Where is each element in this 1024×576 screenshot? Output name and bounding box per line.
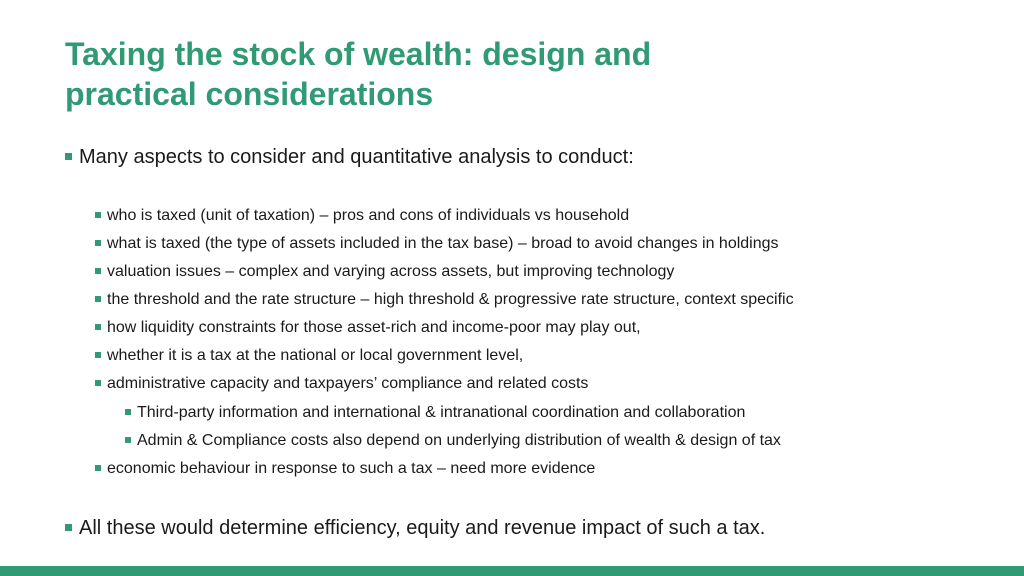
slide-title-line-1: Taxing the stock of wealth: design and [65,36,652,72]
conclusion-text: All these would determine efficiency, equity and revenue impact of such a tax. [79,517,766,539]
list-item-text: economic behaviour in response to such a tax – need more evidence [107,460,596,477]
list-item-text: the threshold and the rate structure – high threshold & progressive rate structure, context specific [107,291,794,308]
footer-accent-bar [0,566,1024,576]
list-item-text: who is taxed (unit of taxation) – pros and cons of individuals vs household [107,207,630,224]
intro-text: Many aspects to consider and quantitative analysis to conduct: [79,146,634,168]
square-bullet-icon [95,465,101,471]
slide-title-line-2: practical considerations [65,76,434,112]
square-bullet-icon [95,296,101,302]
list-item-valuation [95,263,674,281]
square-bullet-icon [95,212,101,218]
square-bullet-icon [95,240,101,246]
list-item-unit-of-taxation [95,207,629,225]
square-bullet-icon [95,324,101,330]
square-bullet-icon [95,268,101,274]
list-item-text: valuation issues – complex and varying across assets, but improving technology [107,263,675,280]
square-bullet-icon [125,409,131,415]
list-item-economic-behaviour [95,460,595,478]
square-bullet-icon [95,352,101,358]
list-item-text: what is taxed (the type of assets included in the tax base) – broad to avoid changes in holdings [107,235,779,252]
list-item-liquidity [95,319,641,337]
square-bullet-icon [65,524,72,531]
conclusion-bullet [65,517,765,540]
intro-bullet [65,146,634,169]
sub-item-admin-compliance [125,432,781,450]
sub-item-text: Admin & Compliance costs also depend on underlying distribution of wealth & design of tax [137,432,781,449]
sub-item-text: Third-party information and international & intranational coordination and collaboration [137,404,746,421]
slide-title [65,34,865,114]
list-item-text: whether it is a tax at the national or local government level, [107,347,524,364]
list-item-administrative-capacity [95,375,588,393]
list-item-text: administrative capacity and taxpayers’ compliance and related costs [107,375,589,392]
list-item-text: how liquidity constraints for those asset-rich and income-poor may play out, [107,319,641,336]
list-item-threshold [95,291,794,309]
square-bullet-icon [125,437,131,443]
square-bullet-icon [65,153,72,160]
sub-item-third-party [125,404,745,422]
list-item-tax-base [95,235,779,253]
square-bullet-icon [95,380,101,386]
list-item-government-level [95,347,523,365]
